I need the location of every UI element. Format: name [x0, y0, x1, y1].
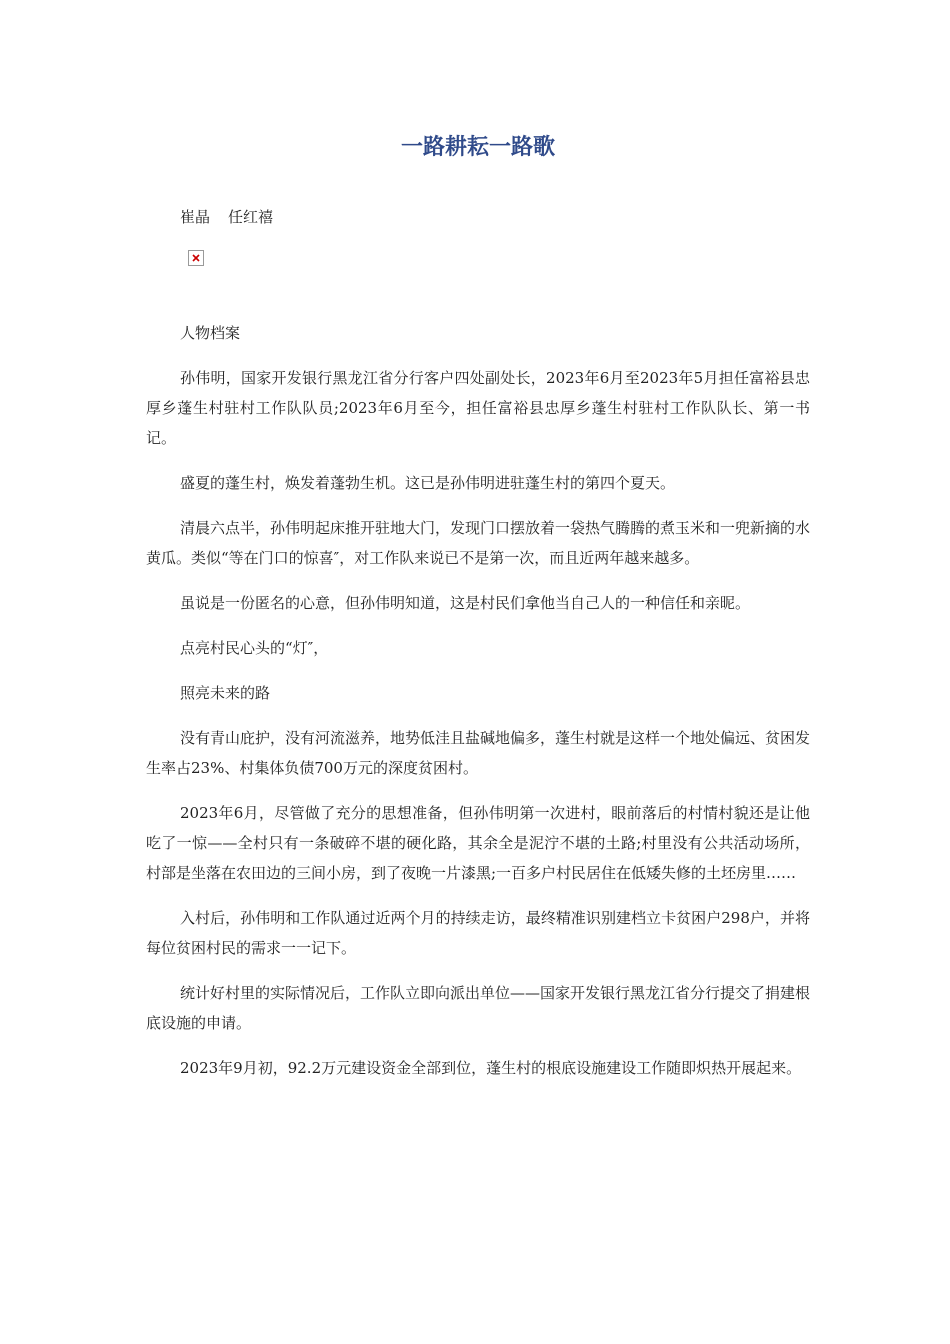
paragraph: 2023年6月，尽管做了充分的思想准备，但孙伟明第一次进村，眼前落后的村情村貌还是让他吃了一惊——全村只有一条破碎不堪的硬化路，其余全是泥泞不堪的土路;村里没有公共活动场所，村部是坐落在农田边的三间小房，到了夜晚一片漆黑;一百多户村民居住在低矮失修的土坯房里…… [146, 804, 810, 882]
paragraph: 没有青山庇护，没有河流滋养，地势低洼且盐碱地偏多，蓬生村就是这样一个地处偏远、贫困发生率占23%、村集体负债700万元的深度贫困村。 [146, 729, 811, 777]
paragraph: 统计好村里的实际情况后，工作队立即向派出单位——国家开发银行黑龙江省分行提交了捐建根底设施的申请。 [146, 984, 811, 1032]
paragraph: 孙伟明，国家开发银行黑龙江省分行客户四处副处长，2023年6月至2023年5月担任富裕县忠厚乡蓬生村驻村工作队队员;2023年6月至今，担任富裕县忠厚乡蓬生村驻村工作队队长、第一书记。 [146, 369, 810, 447]
paragraph: 虽说是一份匿名的心意，但孙伟明知道，这是村民们拿他当自己人的一种信任和亲昵。 [180, 594, 751, 612]
paragraph: 入村后，孙伟明和工作队通过近两个月的持续走访，最终精准识别建档立卡贫困户298户，并将每位贫困村民的需求一一记下。 [146, 909, 810, 957]
paragraph: 2023年9月初，92.2万元建设资金全部到位，蓬生村的根底设施建设工作随即炽热开展起来。 [180, 1059, 802, 1077]
subheading: 点亮村民心头的“灯″， [180, 639, 329, 657]
close-x-icon [192, 254, 200, 262]
article-title: 一路耕耘一路歌 [400, 135, 555, 160]
author-line [146, 206, 810, 228]
document-page [146, 128, 810, 1098]
paragraph: 盛夏的蓬生村，焕发着蓬勃生机。这已是孙伟明进驻蓬生村的第四个夏天。 [180, 474, 676, 492]
paragraph: 清晨六点半，孙伟明起床推开驻地大门，发现门口摆放着一袋热气腾腾的煮玉米和一兜新摘的水黄瓜。类似“等在门口的惊喜″，对工作队来说已不是第一次，而且近两年越来越多。 [146, 519, 811, 567]
author-name: 任红禧 [228, 208, 274, 226]
author-name: 崔晶 [180, 208, 211, 226]
subheading: 照亮未来的路 [180, 684, 271, 702]
broken-image-icon [188, 250, 204, 266]
section-heading-profile: 人物档案 [180, 324, 241, 342]
